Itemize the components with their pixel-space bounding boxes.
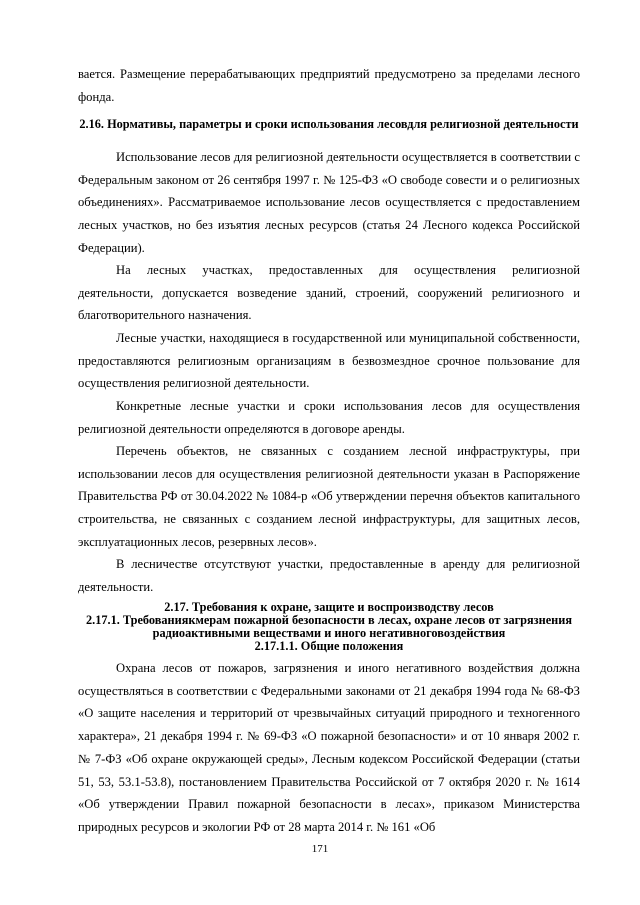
continued-paragraph: вается. Размещение перерабатывающих предприятий предусмотрено за пределами лесного фонда. [78, 67, 580, 104]
page-number: 171 [311, 843, 329, 855]
subsection-heading-2-17-1: 2.17.1. Требованиякмерам пожарной безопасности в лесах, охране лесов от загрязнения радиоактивными веществами и иного негативноговоздействия [86, 613, 572, 640]
section-heading-2-17: 2.17. Требования к охране, защите и воспроизводству лесов [164, 600, 494, 614]
paragraph-4: Конкретные лесные участки и сроки использования лесов для осуществления религиозной деятельности определяются в договоре аренды. [78, 399, 580, 436]
paragraph-5: Перечень объектов, не связанных с созданием лесной инфраструктуры, при использовании лесов для осуществления религиозной деятельности указан в Распоряжение Правительства РФ от 30.04.2022 № 1084-р «Об утверждении перечня объектов капитального строительства, не связанных с созданием лесной инфраструктуры, для защитных лесов, эксплуатационных лесов, резервных лесов». [78, 444, 580, 549]
section-heading-2-16: 2.16. Нормативы, параметры и сроки использования лесовдля религиозной деятельности [79, 117, 579, 131]
paragraph-7: Охрана лесов от пожаров, загрязнения и иного негативного воздействия должна осуществляться в соответствии с Федеральными законами от 21 декабря 1994 года № 68-ФЗ «О защите населения и территорий от чрезвычайных ситуаций природного и техногенного характера», 21 декабря 1994 г. № 69-ФЗ «О пожарной безопасности» и от 10 января 2002 г. № 7-ФЗ «Об охране окружающей среды», Лесным кодексом Российской Федерации (статьи 51, 53, 53.1-53.8), постановлением Правительства Российской от 7 октября 2020 г. № 1614 «Об утверждении Правил пожарной безопасности в лесах», приказом Министерства природных ресурсов и экологии РФ от 28 марта 2014 г. № 161 «Об [78, 661, 580, 834]
paragraph-1: Использование лесов для религиозной деятельности осуществляется в соответствии с Федеральным законом от 26 сентября 1997 г. № 125-ФЗ «О свободе совести и о религиозных объединениях». Рассматриваемое использование лесов осуществляется с предоставлением лесных участков, но без изъятия лесных ресурсов (статья 24 Лесного кодекса Российской Федерации). [78, 150, 580, 255]
subsection-heading-2-17-1-1: 2.17.1.1. Общие положения [254, 639, 404, 653]
paragraph-2: На лесных участках, предоставленных для осуществления религиозной деятельности, допускается возведение зданий, строений, сооружений религиозного и благотворительного назначения. [78, 263, 580, 323]
paragraph-6: В лесничестве отсутствуют участки, предоставленные в аренду для религиозной деятельности. [78, 557, 580, 594]
paragraph-3: Лесные участки, находящиеся в государственной или муниципальной собственности, предоставляются религиозным организациям в безвозмездное срочное пользование для осуществления религиозной деятельности. [78, 331, 580, 391]
